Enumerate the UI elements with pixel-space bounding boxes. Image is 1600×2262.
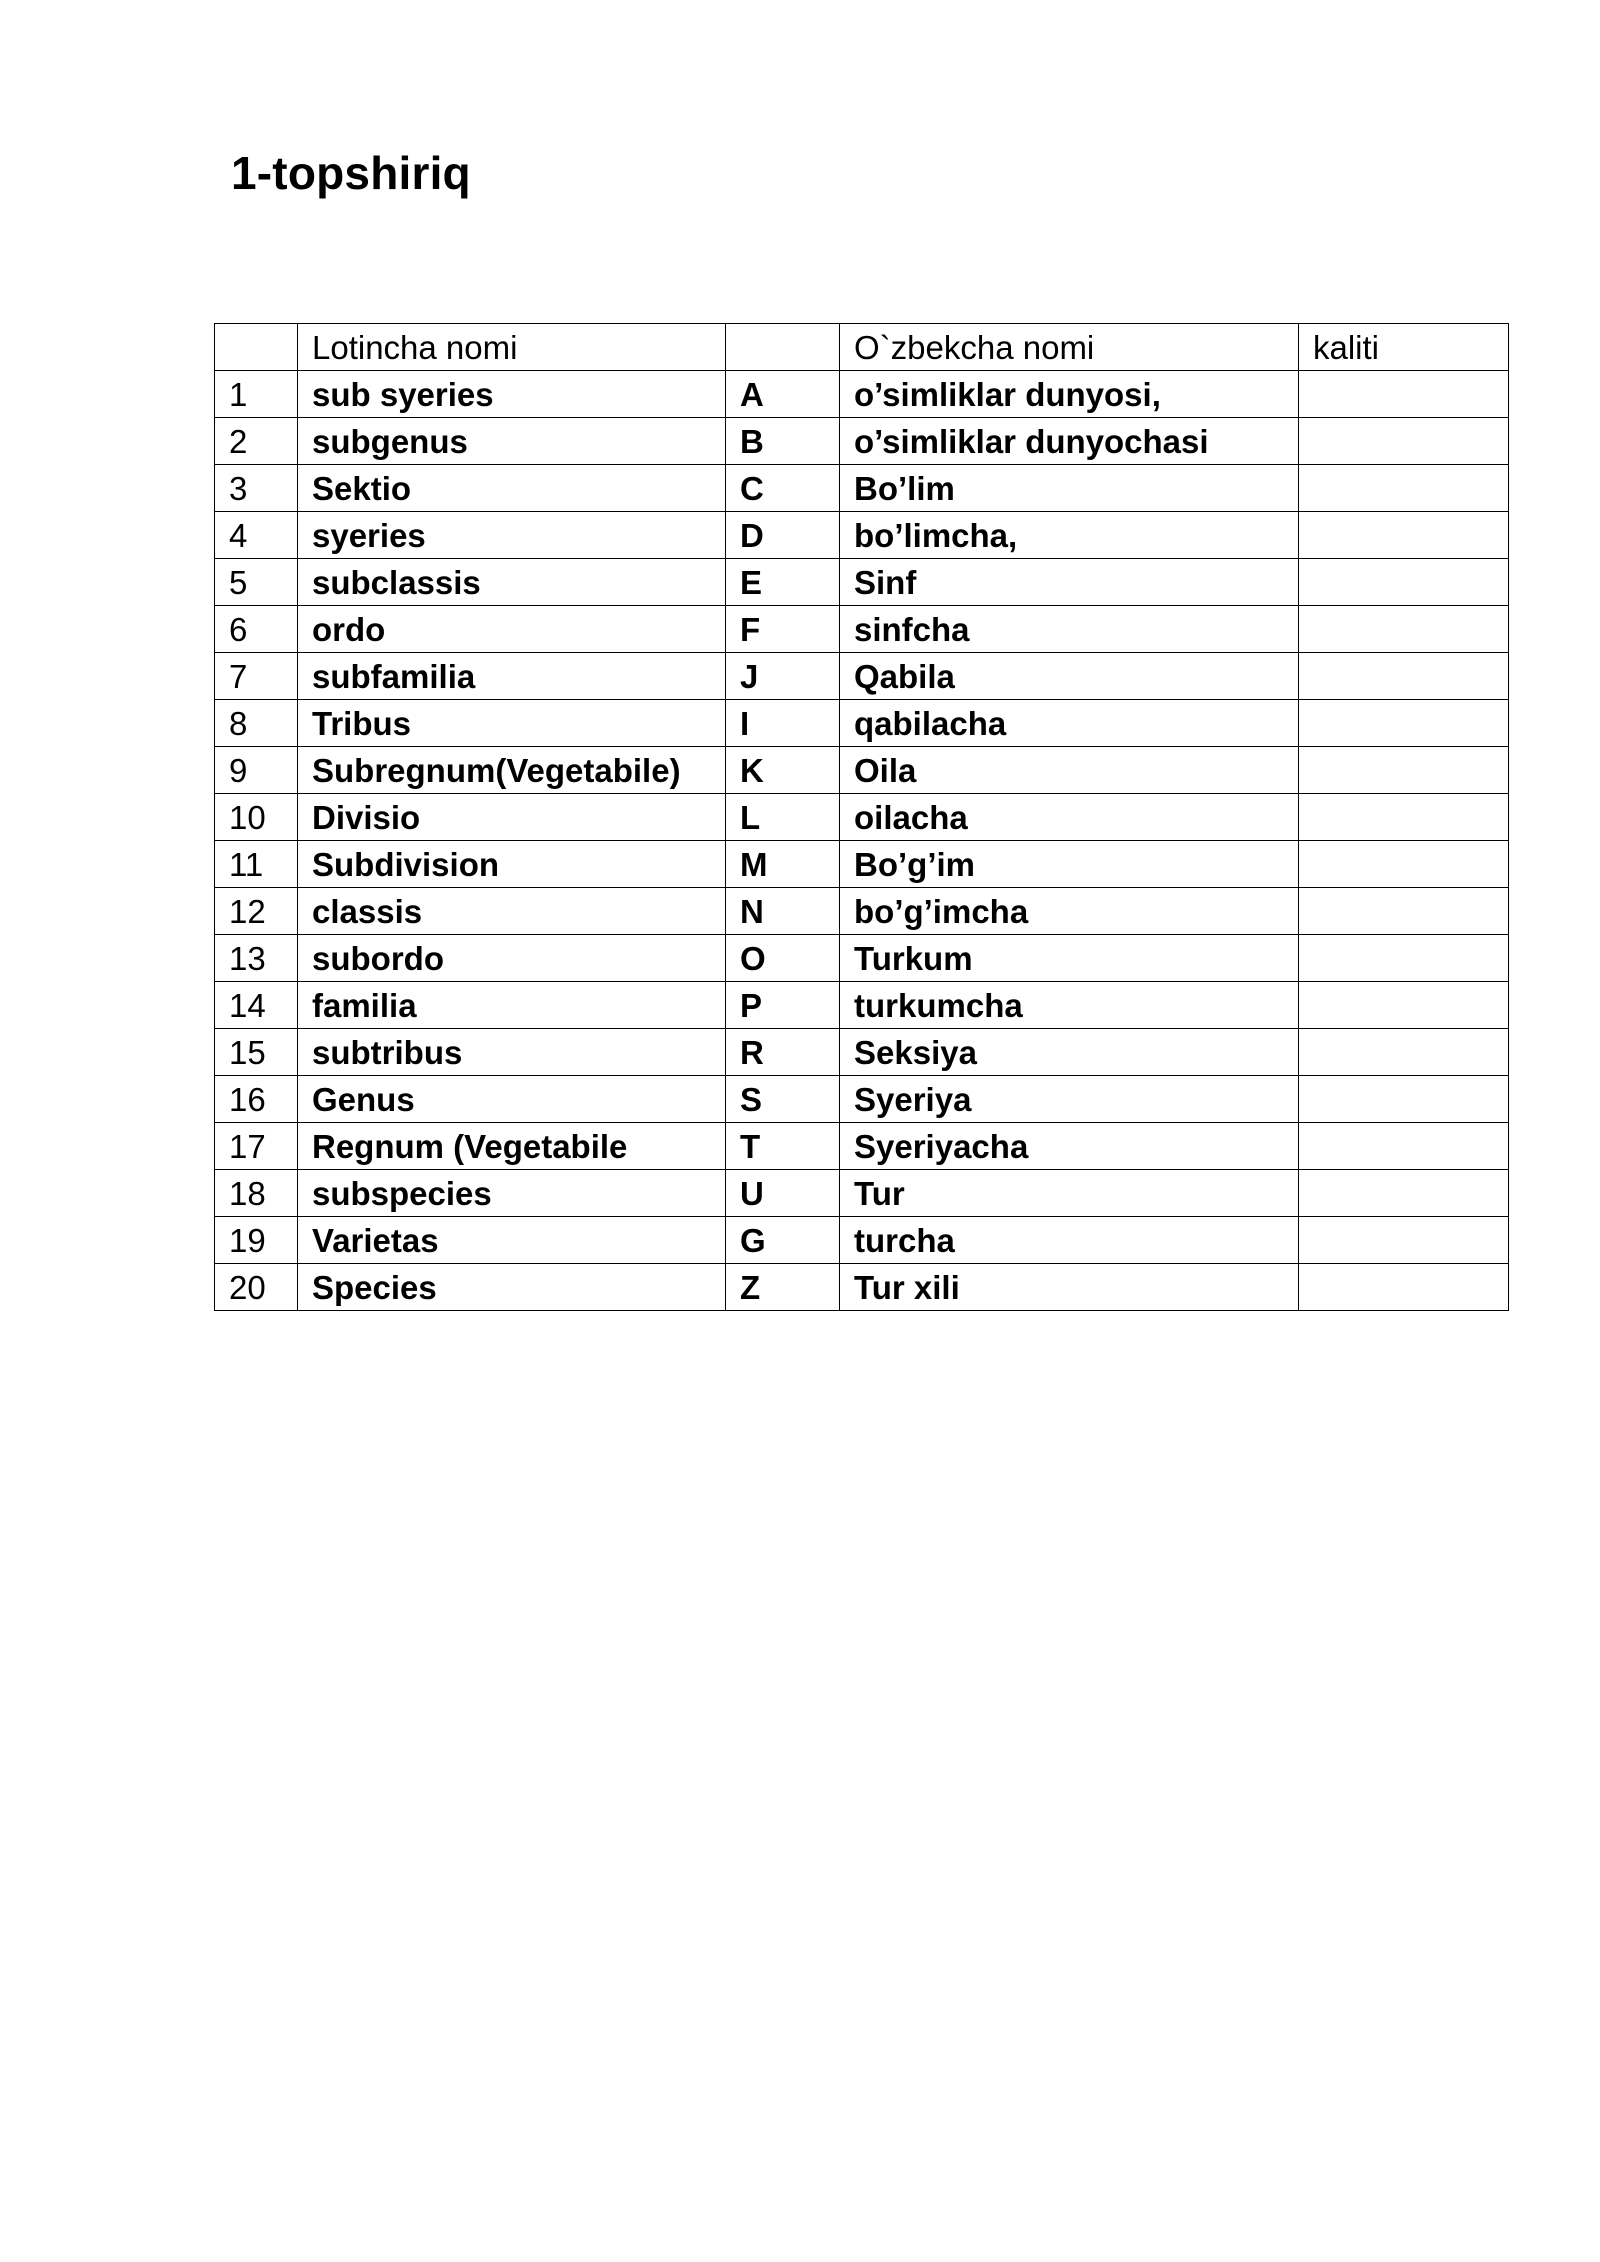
row-number-cell: 20 xyxy=(215,1264,298,1311)
page-title: 1-topshiriq xyxy=(231,147,471,199)
table-row xyxy=(215,1170,1509,1217)
row-number-cell: 11 xyxy=(215,841,298,888)
table-row xyxy=(215,794,1509,841)
latin-name-cell: classis xyxy=(298,888,726,935)
latin-name-cell: sub syeries xyxy=(298,371,726,418)
uzbek-name-cell: Bo’lim xyxy=(840,465,1299,512)
uzbek-name-cell: Syeriyacha xyxy=(840,1123,1299,1170)
latin-name-cell: syeries xyxy=(298,512,726,559)
uzbek-name-cell: Qabila xyxy=(840,653,1299,700)
uzbek-name-cell: Turkum xyxy=(840,935,1299,982)
key-answer-cell[interactable] xyxy=(1299,888,1509,935)
latin-name-cell: Species xyxy=(298,1264,726,1311)
row-number-cell: 10 xyxy=(215,794,298,841)
table-row xyxy=(215,1217,1509,1264)
letter-cell: O xyxy=(726,935,840,982)
header-key: kaliti xyxy=(1299,324,1509,371)
key-answer-cell[interactable] xyxy=(1299,465,1509,512)
task-table xyxy=(214,323,1509,1311)
row-number-cell: 14 xyxy=(215,982,298,1029)
row-number-cell: 6 xyxy=(215,606,298,653)
latin-name-cell: subfamilia xyxy=(298,653,726,700)
table-row xyxy=(215,465,1509,512)
latin-name-cell: subgenus xyxy=(298,418,726,465)
letter-cell: I xyxy=(726,700,840,747)
latin-name-cell: Genus xyxy=(298,1076,726,1123)
row-number-cell: 3 xyxy=(215,465,298,512)
table-row xyxy=(215,1029,1509,1076)
latin-name-cell: Regnum (Vegetabile xyxy=(298,1123,726,1170)
table-row xyxy=(215,512,1509,559)
letter-cell: U xyxy=(726,1170,840,1217)
key-answer-cell[interactable] xyxy=(1299,371,1509,418)
table-header-row xyxy=(215,324,1509,371)
key-answer-cell[interactable] xyxy=(1299,794,1509,841)
letter-cell: N xyxy=(726,888,840,935)
uzbek-name-cell: o’simliklar dunyochasi xyxy=(840,418,1299,465)
header-number-cell xyxy=(215,324,298,371)
letter-cell: M xyxy=(726,841,840,888)
table-row xyxy=(215,371,1509,418)
key-answer-cell[interactable] xyxy=(1299,982,1509,1029)
header-letter-cell xyxy=(726,324,840,371)
letter-cell: K xyxy=(726,747,840,794)
letter-cell: F xyxy=(726,606,840,653)
key-answer-cell[interactable] xyxy=(1299,1076,1509,1123)
letter-cell: S xyxy=(726,1076,840,1123)
letter-cell: B xyxy=(726,418,840,465)
row-number-cell: 15 xyxy=(215,1029,298,1076)
table-row xyxy=(215,1123,1509,1170)
letter-cell: C xyxy=(726,465,840,512)
key-answer-cell[interactable] xyxy=(1299,1217,1509,1264)
key-answer-cell[interactable] xyxy=(1299,700,1509,747)
row-number-cell: 19 xyxy=(215,1217,298,1264)
row-number-cell: 13 xyxy=(215,935,298,982)
table-row xyxy=(215,1076,1509,1123)
latin-name-cell: Varietas xyxy=(298,1217,726,1264)
key-answer-cell[interactable] xyxy=(1299,606,1509,653)
letter-cell: J xyxy=(726,653,840,700)
key-answer-cell[interactable] xyxy=(1299,1123,1509,1170)
letter-cell: P xyxy=(726,982,840,1029)
uzbek-name-cell: sinfcha xyxy=(840,606,1299,653)
key-answer-cell[interactable] xyxy=(1299,512,1509,559)
uzbek-name-cell: Seksiya xyxy=(840,1029,1299,1076)
row-number-cell: 8 xyxy=(215,700,298,747)
table-row xyxy=(215,606,1509,653)
table-row xyxy=(215,982,1509,1029)
letter-cell: G xyxy=(726,1217,840,1264)
table-row xyxy=(215,747,1509,794)
key-answer-cell[interactable] xyxy=(1299,747,1509,794)
latin-name-cell: subclassis xyxy=(298,559,726,606)
row-number-cell: 18 xyxy=(215,1170,298,1217)
letter-cell: Z xyxy=(726,1264,840,1311)
uzbek-name-cell: Tur xili xyxy=(840,1264,1299,1311)
table-row xyxy=(215,888,1509,935)
header-uzbek-name: O`zbekcha nomi xyxy=(840,324,1299,371)
uzbek-name-cell: oilacha xyxy=(840,794,1299,841)
uzbek-name-cell: Oila xyxy=(840,747,1299,794)
row-number-cell: 5 xyxy=(215,559,298,606)
letter-cell: E xyxy=(726,559,840,606)
uzbek-name-cell: bo’g’imcha xyxy=(840,888,1299,935)
uzbek-name-cell: Tur xyxy=(840,1170,1299,1217)
letter-cell: D xyxy=(726,512,840,559)
row-number-cell: 1 xyxy=(215,371,298,418)
uzbek-name-cell: o’simliklar dunyosi, xyxy=(840,371,1299,418)
letter-cell: L xyxy=(726,794,840,841)
latin-name-cell: subspecies xyxy=(298,1170,726,1217)
table-row xyxy=(215,935,1509,982)
key-answer-cell[interactable] xyxy=(1299,418,1509,465)
uzbek-name-cell: Sinf xyxy=(840,559,1299,606)
table-row xyxy=(215,653,1509,700)
latin-name-cell: Divisio xyxy=(298,794,726,841)
key-answer-cell[interactable] xyxy=(1299,935,1509,982)
letter-cell: T xyxy=(726,1123,840,1170)
latin-name-cell: Subdivision xyxy=(298,841,726,888)
key-answer-cell[interactable] xyxy=(1299,559,1509,606)
latin-name-cell: familia xyxy=(298,982,726,1029)
row-number-cell: 4 xyxy=(215,512,298,559)
table-row xyxy=(215,418,1509,465)
latin-name-cell: subtribus xyxy=(298,1029,726,1076)
table-row xyxy=(215,700,1509,747)
row-number-cell: 17 xyxy=(215,1123,298,1170)
key-answer-cell[interactable] xyxy=(1299,1029,1509,1076)
table-row xyxy=(215,841,1509,888)
uzbek-name-cell: qabilacha xyxy=(840,700,1299,747)
table-row xyxy=(215,559,1509,606)
uzbek-name-cell: Bo’g’im xyxy=(840,841,1299,888)
table-body xyxy=(215,324,1509,1311)
letter-cell: A xyxy=(726,371,840,418)
key-answer-cell[interactable] xyxy=(1299,1264,1509,1311)
row-number-cell: 16 xyxy=(215,1076,298,1123)
latin-name-cell: subordo xyxy=(298,935,726,982)
key-answer-cell[interactable] xyxy=(1299,653,1509,700)
row-number-cell: 2 xyxy=(215,418,298,465)
latin-name-cell: Sektio xyxy=(298,465,726,512)
uzbek-name-cell: turkumcha xyxy=(840,982,1299,1029)
latin-name-cell: Subregnum(Vegetabile) xyxy=(298,747,726,794)
header-latin-name: Lotincha nomi xyxy=(298,324,726,371)
letter-cell: R xyxy=(726,1029,840,1076)
key-answer-cell[interactable] xyxy=(1299,841,1509,888)
uzbek-name-cell: Syeriya xyxy=(840,1076,1299,1123)
uzbek-name-cell: bo’limcha, xyxy=(840,512,1299,559)
latin-name-cell: Tribus xyxy=(298,700,726,747)
row-number-cell: 9 xyxy=(215,747,298,794)
table-row xyxy=(215,1264,1509,1311)
latin-name-cell: ordo xyxy=(298,606,726,653)
row-number-cell: 7 xyxy=(215,653,298,700)
row-number-cell: 12 xyxy=(215,888,298,935)
key-answer-cell[interactable] xyxy=(1299,1170,1509,1217)
uzbek-name-cell: turcha xyxy=(840,1217,1299,1264)
